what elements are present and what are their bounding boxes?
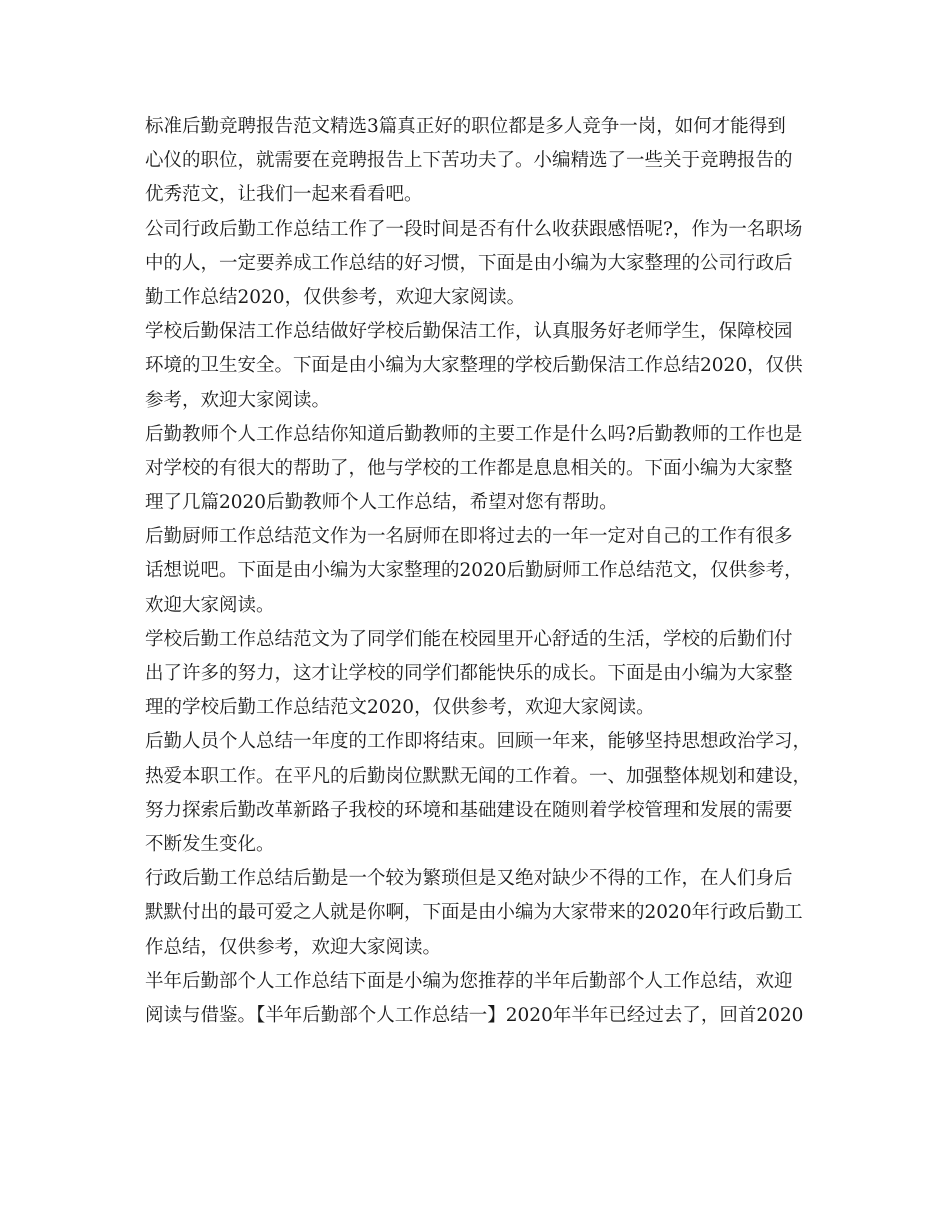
text-line: 学校后勤保洁工作总结做好学校后勤保洁工作，认真服务好老师学生，保障校园: [145, 321, 793, 343]
text-line: 对学校的有很大的帮助了，他与学校的工作都是息息相关的。下面小编为大家整: [145, 457, 793, 479]
text-line: 欢迎大家阅读。: [145, 594, 275, 616]
text-line: 默默付出的最可爱之人就是你啊，下面是由小编为大家带来的2020年行政后勤工: [145, 902, 803, 924]
text-line: 后勤人员个人总结一年度的工作即将结束。回顾一年来，能够坚持思想政治学习，: [145, 731, 812, 753]
text-line: 出了许多的努力，这才让学校的同学们都能快乐的成长。下面是由小编为大家整: [145, 663, 793, 684]
text-line: 标准后勤竞聘报告范文精选3篇真正好的职位都是多人竞争一岗，如何才能得到: [145, 116, 786, 137]
text-line: 行政后勤工作总结后勤是一个较为繁琐但是又绝对缺少不得的工作，在人们身后: [145, 868, 793, 890]
text-line: 中的人，一定要养成工作总结的好习惯，下面是由小编为大家整理的公司行政后: [145, 252, 793, 274]
text-line: 阅读与借鉴。【半年后勤部个人工作总结一】2020年半年已经过去了，回首2020: [145, 1004, 804, 1026]
text-line: 公司行政后勤工作总结工作了一段时间是否有什么收获跟感悟呢?，作为一名职场: [145, 218, 803, 240]
text-line: 优秀范文，让我们一起来看看吧。: [145, 184, 423, 206]
text-line: 作总结，仅供参考，欢迎大家阅读。: [145, 936, 442, 958]
text-line: 理的学校后勤工作总结范文2020，仅供参考，欢迎大家阅读。: [145, 697, 655, 719]
text-line: 后勤厨师工作总结范文作为一名厨师在即将过去的一年一定对自己的工作有很多: [145, 526, 793, 548]
text-line: 不断发生变化。: [145, 833, 275, 855]
text-line: 理了几篇2020后勤教师个人工作总结，希望对您有帮助。: [145, 492, 618, 514]
text-line: 后勤教师个人工作总结你知道后勤教师的主要工作是什么吗?后勤教师的工作也是: [145, 423, 803, 445]
text-line: 话想说吧。下面是由小编为大家整理的2020后勤厨师工作总结范文，仅供参考，: [145, 560, 803, 582]
text-line: 学校后勤工作总结范文为了同学们能在校园里开心舒适的生活，学校的后勤们付: [145, 628, 793, 650]
text-line: 半年后勤部个人工作总结下面是小编为您推荐的半年后勤部个人工作总结，欢迎: [145, 970, 793, 992]
text-line: 努力探索后勤改革新路子我校的环境和基础建设在随则着学校管理和发展的需要: [145, 799, 793, 821]
text-line: 热爱本职工作。在平凡的后勤岗位默默无闻的工作着。一、加强整体规划和建设，: [145, 765, 812, 787]
text-line: 参考，欢迎大家阅读。: [145, 389, 331, 411]
text-line: 勤工作总结2020，仅供参考，欢迎大家阅读。: [145, 286, 526, 308]
text-line: 环境的卫生安全。下面是由小编为大家整理的学校后勤保洁工作总结2020，仅供: [145, 355, 803, 377]
document-body: [145, 110, 825, 1033]
text-line: 心仪的职位，就需要在竞聘报告上下苦功夫了。小编精选了一些关于竞聘报告的: [145, 150, 793, 172]
